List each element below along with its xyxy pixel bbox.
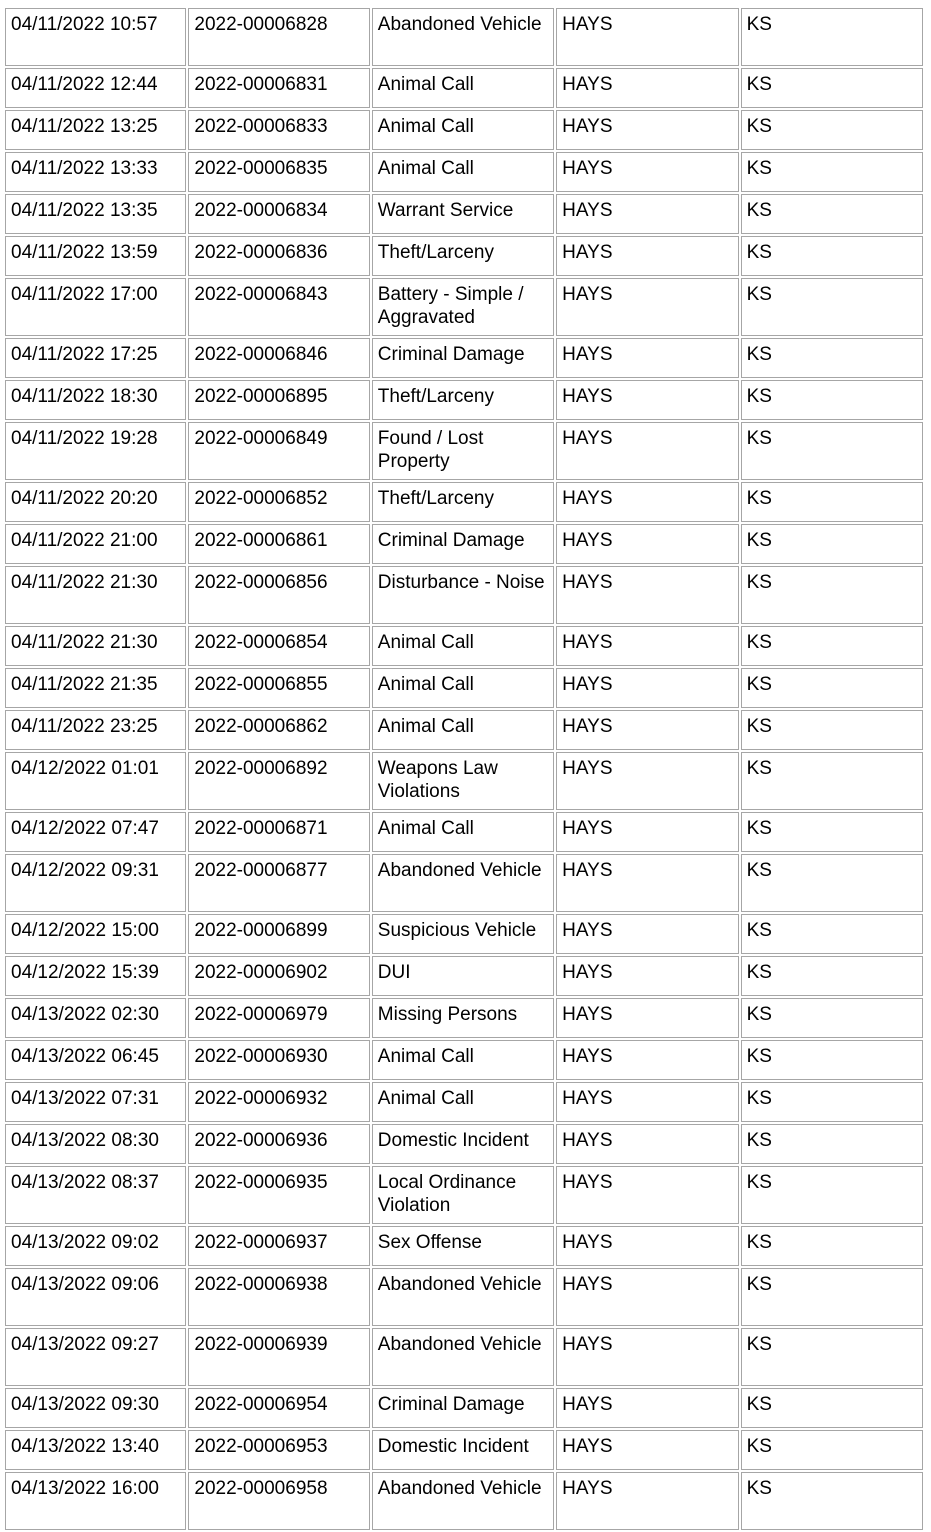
incident-number-cell: 2022-00006833 <box>188 110 369 150</box>
incident-city-cell: HAYS <box>556 152 738 192</box>
incident-state-cell: KS <box>741 1472 923 1530</box>
incident-state-cell: KS <box>741 956 923 996</box>
incident-date-cell: 04/12/2022 15:39 <box>5 956 186 996</box>
incident-number-cell: 2022-00006936 <box>188 1124 369 1164</box>
incident-type-cell: Criminal Damage <box>372 1388 554 1428</box>
incident-number-cell: 2022-00006834 <box>188 194 369 234</box>
incident-type-cell: Animal Call <box>372 152 554 192</box>
incident-date-cell: 04/11/2022 13:59 <box>5 236 186 276</box>
incident-date-cell: 04/13/2022 08:30 <box>5 1124 186 1164</box>
table-row <box>5 1328 923 1386</box>
incident-date-cell: 04/13/2022 07:31 <box>5 1082 186 1122</box>
table-row <box>5 236 923 276</box>
incident-city-cell: HAYS <box>556 194 738 234</box>
incident-date-cell: 04/13/2022 08:37 <box>5 1166 186 1224</box>
incident-state-cell: KS <box>741 110 923 150</box>
table-row <box>5 956 923 996</box>
incident-number-cell: 2022-00006930 <box>188 1040 369 1080</box>
incident-type-cell: DUI <box>372 956 554 996</box>
incident-state-cell: KS <box>741 1328 923 1386</box>
table-row <box>5 338 923 378</box>
incident-city-cell: HAYS <box>556 1040 738 1080</box>
incident-state-cell: KS <box>741 1040 923 1080</box>
incident-type-cell: Abandoned Vehicle <box>372 1328 554 1386</box>
incident-number-cell: 2022-00006836 <box>188 236 369 276</box>
incident-state-cell: KS <box>741 1226 923 1266</box>
incident-city-cell: HAYS <box>556 668 738 708</box>
incident-date-cell: 04/12/2022 01:01 <box>5 752 186 810</box>
incident-type-cell: Animal Call <box>372 812 554 852</box>
incident-state-cell: KS <box>741 422 923 480</box>
incident-city-cell: HAYS <box>556 422 738 480</box>
incident-city-cell: HAYS <box>556 1166 738 1224</box>
incident-state-cell: KS <box>741 752 923 810</box>
table-row <box>5 1124 923 1164</box>
incident-type-cell: Theft/Larceny <box>372 482 554 522</box>
incident-number-cell: 2022-00006831 <box>188 68 369 108</box>
incident-city-cell: HAYS <box>556 524 738 564</box>
incident-state-cell: KS <box>741 854 923 912</box>
incident-date-cell: 04/11/2022 21:35 <box>5 668 186 708</box>
table-row <box>5 1082 923 1122</box>
incident-number-cell: 2022-00006877 <box>188 854 369 912</box>
incident-type-cell: Abandoned Vehicle <box>372 1472 554 1530</box>
incident-date-cell: 04/12/2022 09:31 <box>5 854 186 912</box>
incident-type-cell: Found / Lost Property <box>372 422 554 480</box>
table-row <box>5 752 923 810</box>
table-row <box>5 1472 923 1530</box>
incident-number-cell: 2022-00006958 <box>188 1472 369 1530</box>
incident-number-cell: 2022-00006935 <box>188 1166 369 1224</box>
incident-log-table <box>3 6 925 1532</box>
incident-type-cell: Battery - Simple / Aggravated <box>372 278 554 336</box>
incident-date-cell: 04/11/2022 21:30 <box>5 566 186 624</box>
table-row <box>5 68 923 108</box>
incident-state-cell: KS <box>741 194 923 234</box>
incident-type-cell: Animal Call <box>372 626 554 666</box>
incident-date-cell: 04/11/2022 23:25 <box>5 710 186 750</box>
incident-city-cell: HAYS <box>556 1328 738 1386</box>
table-row <box>5 710 923 750</box>
incident-number-cell: 2022-00006852 <box>188 482 369 522</box>
incident-date-cell: 04/13/2022 09:30 <box>5 1388 186 1428</box>
incident-type-cell: Domestic Incident <box>372 1430 554 1470</box>
incident-number-cell: 2022-00006855 <box>188 668 369 708</box>
incident-state-cell: KS <box>741 338 923 378</box>
incident-number-cell: 2022-00006828 <box>188 8 369 66</box>
incident-number-cell: 2022-00006932 <box>188 1082 369 1122</box>
incident-number-cell: 2022-00006938 <box>188 1268 369 1326</box>
incident-number-cell: 2022-00006861 <box>188 524 369 564</box>
incident-state-cell: KS <box>741 152 923 192</box>
incident-date-cell: 04/11/2022 21:00 <box>5 524 186 564</box>
table-row <box>5 482 923 522</box>
incident-number-cell: 2022-00006902 <box>188 956 369 996</box>
incident-type-cell: Abandoned Vehicle <box>372 854 554 912</box>
incident-city-cell: HAYS <box>556 812 738 852</box>
incident-type-cell: Animal Call <box>372 110 554 150</box>
table-row <box>5 668 923 708</box>
table-row <box>5 1040 923 1080</box>
incident-type-cell: Animal Call <box>372 710 554 750</box>
incident-state-cell: KS <box>741 1124 923 1164</box>
table-row <box>5 110 923 150</box>
incident-date-cell: 04/13/2022 16:00 <box>5 1472 186 1530</box>
incident-type-cell: Animal Call <box>372 68 554 108</box>
incident-date-cell: 04/12/2022 07:47 <box>5 812 186 852</box>
incident-date-cell: 04/13/2022 09:27 <box>5 1328 186 1386</box>
incident-number-cell: 2022-00006843 <box>188 278 369 336</box>
incident-number-cell: 2022-00006899 <box>188 914 369 954</box>
incident-date-cell: 04/11/2022 13:25 <box>5 110 186 150</box>
incident-city-cell: HAYS <box>556 380 738 420</box>
incident-date-cell: 04/11/2022 21:30 <box>5 626 186 666</box>
incident-state-cell: KS <box>741 236 923 276</box>
incident-date-cell: 04/13/2022 09:06 <box>5 1268 186 1326</box>
table-row <box>5 812 923 852</box>
incident-date-cell: 04/13/2022 09:02 <box>5 1226 186 1266</box>
incident-date-cell: 04/11/2022 13:33 <box>5 152 186 192</box>
incident-number-cell: 2022-00006895 <box>188 380 369 420</box>
incident-number-cell: 2022-00006846 <box>188 338 369 378</box>
incident-state-cell: KS <box>741 812 923 852</box>
incident-state-cell: KS <box>741 1082 923 1122</box>
incident-city-cell: HAYS <box>556 752 738 810</box>
incident-number-cell: 2022-00006954 <box>188 1388 369 1428</box>
table-row <box>5 194 923 234</box>
incident-date-cell: 04/12/2022 15:00 <box>5 914 186 954</box>
incident-city-cell: HAYS <box>556 914 738 954</box>
incident-city-cell: HAYS <box>556 338 738 378</box>
incident-type-cell: Weapons Law Violations <box>372 752 554 810</box>
incident-state-cell: KS <box>741 482 923 522</box>
incident-number-cell: 2022-00006937 <box>188 1226 369 1266</box>
incident-date-cell: 04/11/2022 19:28 <box>5 422 186 480</box>
incident-state-cell: KS <box>741 626 923 666</box>
incident-type-cell: Theft/Larceny <box>372 380 554 420</box>
incident-city-cell: HAYS <box>556 956 738 996</box>
incident-city-cell: HAYS <box>556 482 738 522</box>
incident-type-cell: Criminal Damage <box>372 338 554 378</box>
incident-number-cell: 2022-00006953 <box>188 1430 369 1470</box>
table-row <box>5 626 923 666</box>
incident-city-cell: HAYS <box>556 710 738 750</box>
incident-state-cell: KS <box>741 668 923 708</box>
table-row <box>5 1226 923 1266</box>
incident-city-cell: HAYS <box>556 1226 738 1266</box>
incident-date-cell: 04/11/2022 17:25 <box>5 338 186 378</box>
incident-type-cell: Animal Call <box>372 1040 554 1080</box>
table-row <box>5 998 923 1038</box>
incident-date-cell: 04/11/2022 17:00 <box>5 278 186 336</box>
table-row <box>5 380 923 420</box>
table-row <box>5 1268 923 1326</box>
incident-type-cell: Abandoned Vehicle <box>372 8 554 66</box>
incident-number-cell: 2022-00006854 <box>188 626 369 666</box>
incident-city-cell: HAYS <box>556 1472 738 1530</box>
incident-date-cell: 04/11/2022 12:44 <box>5 68 186 108</box>
incident-city-cell: HAYS <box>556 110 738 150</box>
incident-city-cell: HAYS <box>556 626 738 666</box>
incident-city-cell: HAYS <box>556 1388 738 1428</box>
incident-number-cell: 2022-00006939 <box>188 1328 369 1386</box>
incident-state-cell: KS <box>741 68 923 108</box>
incident-date-cell: 04/11/2022 13:35 <box>5 194 186 234</box>
incident-number-cell: 2022-00006892 <box>188 752 369 810</box>
incident-type-cell: Warrant Service <box>372 194 554 234</box>
incident-state-cell: KS <box>741 914 923 954</box>
incident-date-cell: 04/13/2022 02:30 <box>5 998 186 1038</box>
incident-state-cell: KS <box>741 1166 923 1224</box>
incident-state-cell: KS <box>741 566 923 624</box>
incident-state-cell: KS <box>741 1388 923 1428</box>
incident-state-cell: KS <box>741 278 923 336</box>
incident-state-cell: KS <box>741 8 923 66</box>
table-row <box>5 8 923 66</box>
incident-city-cell: HAYS <box>556 1430 738 1470</box>
incident-city-cell: HAYS <box>556 566 738 624</box>
incident-state-cell: KS <box>741 1268 923 1326</box>
table-row <box>5 422 923 480</box>
incident-date-cell: 04/11/2022 10:57 <box>5 8 186 66</box>
incident-number-cell: 2022-00006871 <box>188 812 369 852</box>
incident-number-cell: 2022-00006856 <box>188 566 369 624</box>
incident-city-cell: HAYS <box>556 68 738 108</box>
incident-city-cell: HAYS <box>556 1082 738 1122</box>
incident-number-cell: 2022-00006979 <box>188 998 369 1038</box>
table-row <box>5 278 923 336</box>
incident-log-body <box>5 8 923 1530</box>
incident-city-cell: HAYS <box>556 854 738 912</box>
table-row <box>5 566 923 624</box>
incident-city-cell: HAYS <box>556 1124 738 1164</box>
incident-type-cell: Suspicious Vehicle <box>372 914 554 954</box>
incident-type-cell: Animal Call <box>372 1082 554 1122</box>
incident-city-cell: HAYS <box>556 8 738 66</box>
incident-type-cell: Domestic Incident <box>372 1124 554 1164</box>
incident-type-cell: Missing Persons <box>372 998 554 1038</box>
table-row <box>5 1430 923 1470</box>
incident-date-cell: 04/13/2022 06:45 <box>5 1040 186 1080</box>
incident-city-cell: HAYS <box>556 236 738 276</box>
incident-state-cell: KS <box>741 380 923 420</box>
incident-state-cell: KS <box>741 524 923 564</box>
incident-type-cell: Theft/Larceny <box>372 236 554 276</box>
incident-state-cell: KS <box>741 1430 923 1470</box>
incident-state-cell: KS <box>741 710 923 750</box>
incident-type-cell: Local Ordinance Violation <box>372 1166 554 1224</box>
incident-type-cell: Animal Call <box>372 668 554 708</box>
incident-number-cell: 2022-00006835 <box>188 152 369 192</box>
table-row <box>5 152 923 192</box>
table-row <box>5 524 923 564</box>
incident-date-cell: 04/11/2022 18:30 <box>5 380 186 420</box>
incident-date-cell: 04/11/2022 20:20 <box>5 482 186 522</box>
incident-number-cell: 2022-00006849 <box>188 422 369 480</box>
incident-type-cell: Abandoned Vehicle <box>372 1268 554 1326</box>
incident-city-cell: HAYS <box>556 278 738 336</box>
table-row <box>5 914 923 954</box>
incident-type-cell: Sex Offense <box>372 1226 554 1266</box>
incident-state-cell: KS <box>741 998 923 1038</box>
table-row <box>5 1388 923 1428</box>
incident-type-cell: Disturbance - Noise <box>372 566 554 624</box>
incident-number-cell: 2022-00006862 <box>188 710 369 750</box>
table-row <box>5 854 923 912</box>
incident-city-cell: HAYS <box>556 998 738 1038</box>
incident-city-cell: HAYS <box>556 1268 738 1326</box>
incident-date-cell: 04/13/2022 13:40 <box>5 1430 186 1470</box>
incident-type-cell: Criminal Damage <box>372 524 554 564</box>
table-row <box>5 1166 923 1224</box>
